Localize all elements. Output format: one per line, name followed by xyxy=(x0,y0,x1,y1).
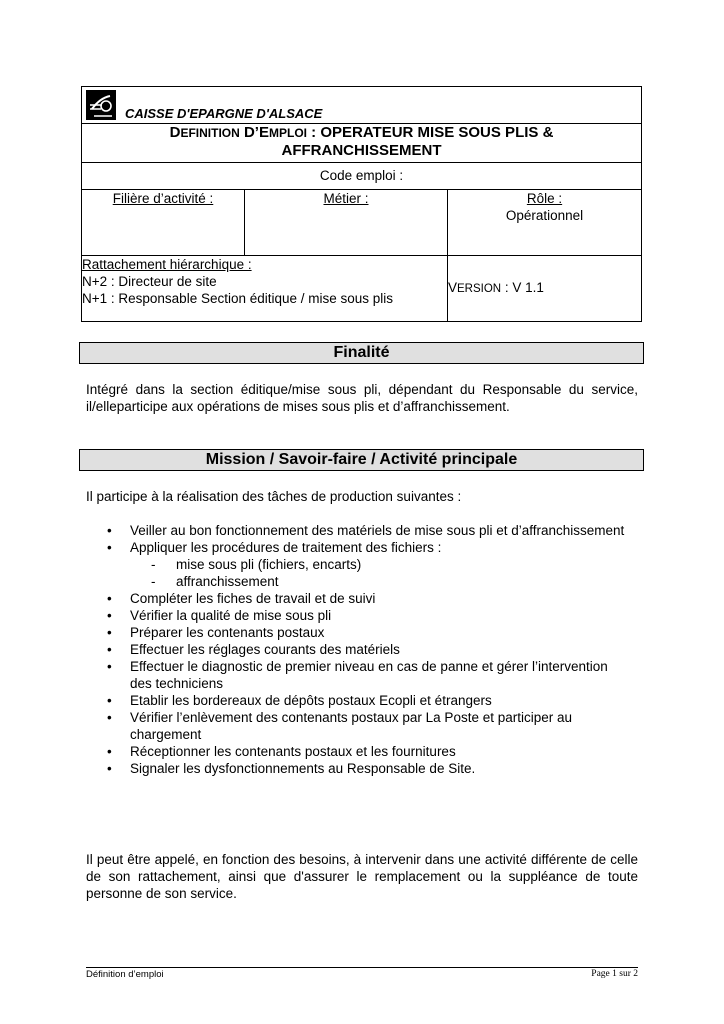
mission-intro: Il participe à la réalisation des tâches de production suivantes : xyxy=(86,489,462,504)
list-item: • Effectuer le diagnostic de premier niveau en cas de panne et gérer l’intervention des techniciens xyxy=(107,659,608,691)
finalite-text: Intégré dans la section éditique/mise sous pli, dépendant du Responsable du service, il/elleparticipe aux opérations de mises sous plis et d’affranchissement. xyxy=(86,382,638,414)
list-item: • Vérifier la qualité de mise sous pli xyxy=(107,608,332,623)
list-item: • Vérifier l’enlèvement des contenants postaux par La Poste et participer au chargement xyxy=(107,710,573,742)
footer-page-number: Page 1 sur 2 xyxy=(591,969,638,979)
job-title: DEFINITION D’EMPLOI : OPERATEUR MISE SOUS PLIS & AFFRANCHISSEMENT xyxy=(82,124,642,163)
company-name: CAISSE D'EPARGNE D'ALSACE xyxy=(125,106,323,121)
list-item: • Veiller au bon fonctionnement des matériels de mise sous pli et d’affranchissement xyxy=(107,523,625,538)
footer-divider xyxy=(86,967,638,968)
footer-doc-name: Définition d’emploi xyxy=(86,969,164,980)
mission-heading: Mission / Savoir-faire / Activité principale xyxy=(79,449,644,471)
list-item: • Réceptionner les contenants postaux et les fournitures xyxy=(107,744,456,759)
list-item: • Etablir les bordereaux de dépôts postaux Ecopli et étrangers xyxy=(107,693,492,708)
rattachement-n2: N+2 : Directeur de site xyxy=(82,274,217,289)
sub-list xyxy=(130,556,626,590)
metier-cell xyxy=(245,190,448,256)
sub-list-item: - mise sous pli (fichiers, encarts) xyxy=(151,557,362,572)
list-item: • Signaler les dysfonctionnements au Responsable de Site. xyxy=(107,761,476,776)
list-item: • Effectuer les réglages courants des matériels xyxy=(107,642,400,657)
rattachement-label: Rattachement hiérarchique : xyxy=(82,257,252,272)
list-item: • Appliquer les procédures de traitement des fichiers : - mise sous pli (fichiers, encarts) - affranchissement xyxy=(86,539,626,590)
logo-cell xyxy=(82,87,642,124)
filiere-label: Filière d’activité : xyxy=(112,191,214,206)
job-header-table xyxy=(81,86,642,322)
version-cell: VERSION : V 1.1 xyxy=(448,256,642,322)
caisse-epargne-logo xyxy=(86,90,116,120)
sub-list-item: - affranchissement xyxy=(151,574,279,589)
role-label: Rôle : xyxy=(526,191,563,206)
rattachement-cell xyxy=(82,256,448,322)
code-emploi: Code emploi : xyxy=(82,163,642,190)
role-cell xyxy=(448,190,642,256)
filiere-cell xyxy=(82,190,245,256)
list-item: • Compléter les fiches de travail et de suivi xyxy=(107,591,376,606)
mission-list xyxy=(86,522,626,777)
rattachement-n1: N+1 : Responsable Section éditique / mise sous plis xyxy=(82,291,394,306)
list-item: • Préparer les contenants postaux xyxy=(107,625,325,640)
finalite-heading: Finalité xyxy=(79,342,644,364)
role-value: Opérationnel xyxy=(505,208,584,223)
closing-text: Il peut être appelé, en fonction des besoins, à intervenir dans une activité différente de celle de son rattachement, ainsi que d'assurer le remplacement ou la suppléance de toute personne de son service. xyxy=(86,852,638,901)
metier-label: Métier : xyxy=(323,191,369,206)
